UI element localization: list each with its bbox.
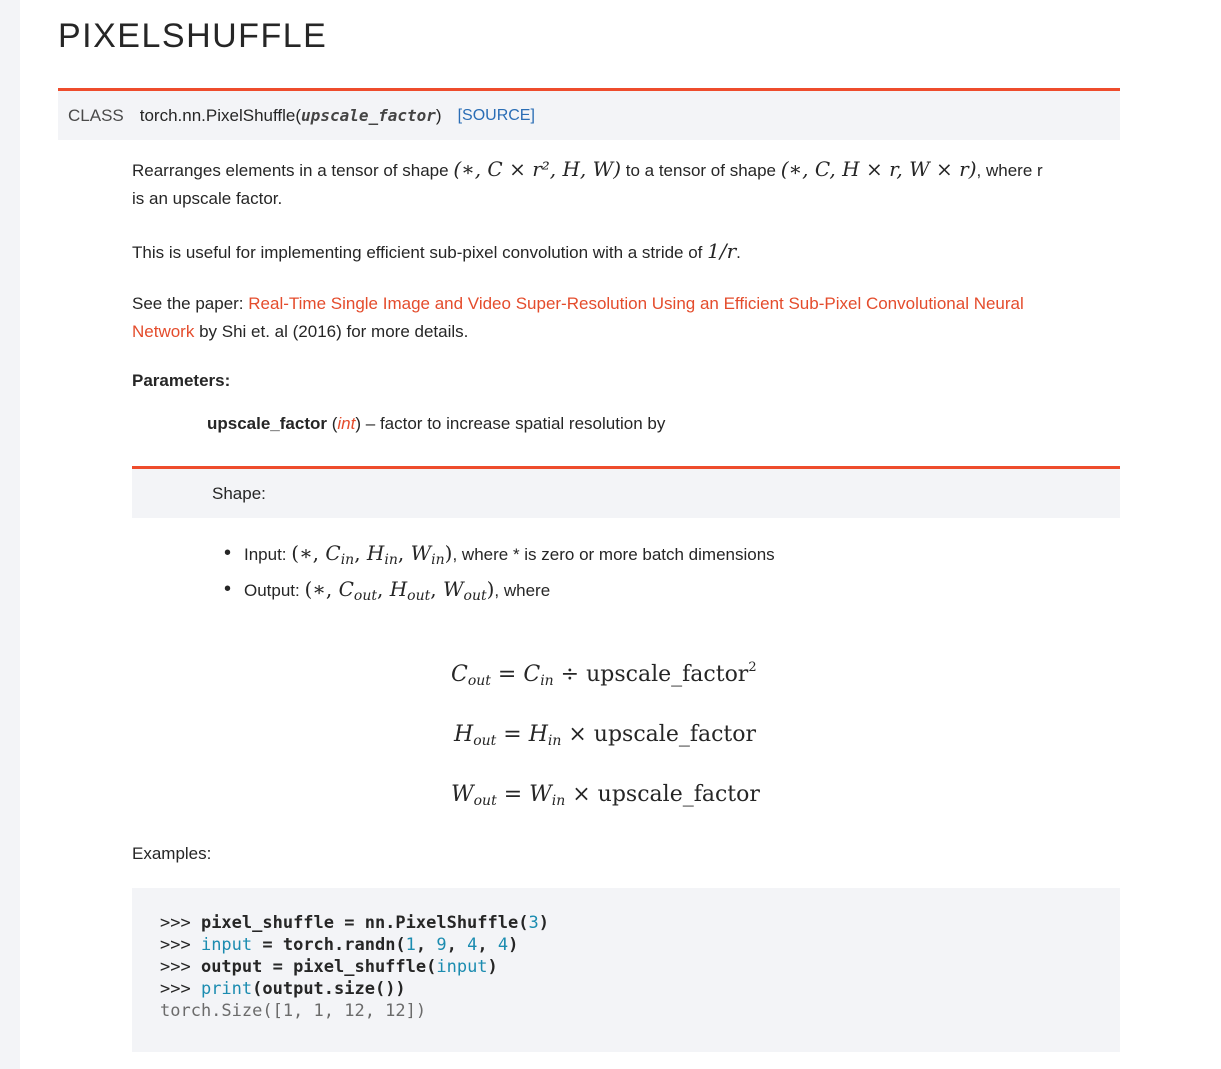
code-line: >>> output = pixel_shuffle(input) (160, 957, 498, 977)
code-line: >>> input = torch.randn(1, 9, 4, 4) (160, 935, 519, 955)
param-name: upscale_factor (207, 414, 327, 433)
code-example-block (132, 888, 1120, 1052)
param-close: ) (355, 414, 362, 433)
output-label: Output: (244, 581, 305, 600)
code-output-line: torch.Size([1, 1, 12, 12]) (160, 1001, 427, 1021)
open-paren: ( (295, 105, 302, 125)
param-type-link[interactable]: int (337, 414, 356, 433)
description-paragraph-3 (132, 290, 1120, 346)
signature-arg: upscale_factor (301, 106, 436, 125)
eq-word: upscale_factor (597, 782, 760, 807)
source-link[interactable]: [SOURCE] (457, 106, 535, 124)
left-rail (0, 0, 20, 1069)
desc-text: , where r (976, 161, 1043, 180)
math-shape-in: (∗, C × r², H, W) (453, 157, 622, 181)
examples-heading: Examples: (132, 844, 212, 863)
eq-word: upscale_factor (593, 722, 757, 747)
desc-text: to a tensor of shape (621, 161, 781, 180)
param-open: ( (331, 414, 338, 433)
paper-link-cont[interactable]: Network (132, 322, 195, 341)
desc-text: Rearranges elements in a tensor of shape (132, 161, 454, 180)
shape-output-item (224, 571, 775, 607)
description-paragraph-1 (132, 155, 1120, 213)
output-tail: , where (494, 581, 551, 600)
input-label: Input: (244, 545, 292, 564)
math-output-shape: (∗, $C_{out}$, $H_{out}$, $W_{out}$) (304, 577, 495, 604)
desc-text: by Shi et. al (2016) for more details. (194, 322, 469, 341)
code-line: >>> pixel_shuffle = nn.PixelShuffle(3) (160, 913, 549, 933)
code-line: >>> print(output.size()) (160, 979, 406, 999)
equation-c-out: $C_{out} = C_{in}$ ÷ upscale_factor$^2$ (451, 660, 757, 689)
parameters-heading: Parameters: (132, 371, 231, 390)
parameter-item (207, 410, 665, 438)
equation-h-out: $H_{out} = H_{in}$ × upscale_factor (454, 722, 757, 749)
class-signature (58, 88, 1120, 140)
paper-link[interactable]: Real-Time Single Image and Video Super-Resolution Using an Efficient Sub-Pixel Convolutional Neural (248, 294, 1024, 313)
input-tail: , where * is zero or more batch dimensions (452, 545, 775, 564)
class-name: torch.nn.PixelShuffle (139, 105, 296, 125)
class-keyword: CLASS (68, 105, 124, 125)
equation-w-out: $W_{out} = W_{in}$ × upscale_factor (451, 782, 760, 809)
desc-text: See the paper: (132, 294, 249, 313)
math-shape-out: (∗, C, H × r, W × r) (780, 157, 977, 181)
desc-text: . (736, 243, 741, 262)
math-input-shape: (∗, $C_{in}$, $H_{in}$, $W_{in}$) (291, 541, 453, 568)
math-stride: 1/r (707, 239, 737, 263)
param-desc: – factor to increase spatial resolution by (361, 414, 666, 433)
desc-text: This is useful for implementing efficient sub-pixel convolution with a stride of (132, 243, 708, 262)
eq-word: upscale_factor (586, 662, 749, 687)
shape-list (224, 535, 775, 607)
description-paragraph-2 (132, 237, 741, 267)
close-paren: ) (435, 105, 442, 125)
shape-input-item (224, 535, 775, 571)
shape-heading: Shape: (212, 483, 266, 503)
desc-text-line2: is an upscale factor. (132, 189, 283, 208)
page-title: PIXELSHUFFLE (58, 17, 328, 55)
shape-section-header (132, 466, 1120, 518)
